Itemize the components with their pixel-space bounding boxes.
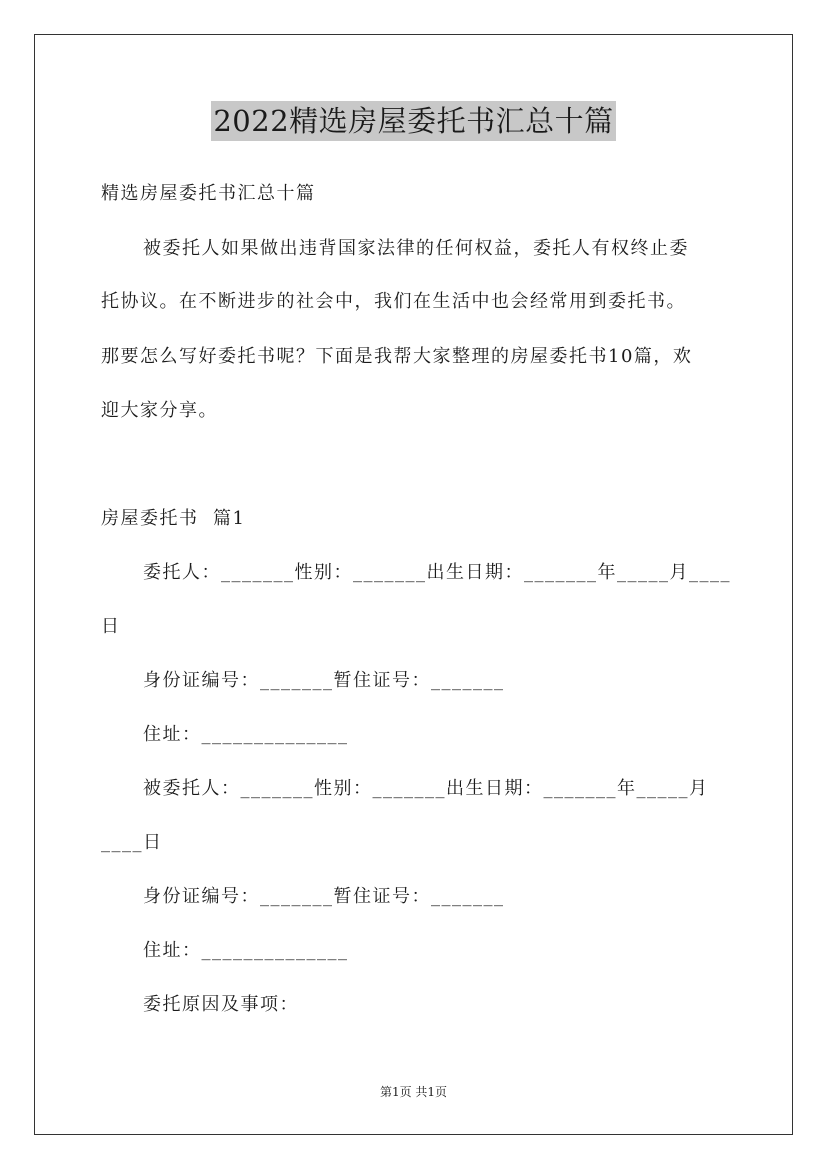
intro-line-4: 迎大家分享。 [101,400,218,421]
title-container [0,101,827,141]
agent-info-line: 被委托人：_______性别：_______出生日期：_______年_____月 [143,778,709,799]
intro-line-1: 被委托人如果做出违背国家法律的任何权益，委托人有权终止委 [143,238,689,259]
principal-info-line-cont: 日 [101,616,121,637]
document-title: 2022精选房屋委托书汇总十篇 [211,101,615,141]
principal-address-line: 住址：______________ [143,724,349,745]
principal-info-line: 委托人：_______性别：_______出生日期：_______年_____月____ [143,562,731,583]
intro-line-2: 托协议。在不断进步的社会中，我们在生活中也会经常用到委托书。 [101,291,686,312]
agent-info-line-cont: ____日 [101,832,163,853]
agent-address-line: 住址：______________ [143,940,349,961]
entrust-reason-line: 委托原因及事项： [143,994,299,1015]
page-footer: 第1页 共1页 [379,1085,448,1099]
section-heading: 房屋委托书 篇1 [101,508,246,529]
agent-id-line: 身份证编号：_______暂住证号：_______ [143,886,505,907]
intro-line-3: 那要怎么写好委托书呢？下面是我帮大家整理的房屋委托书10篇，欢 [101,346,693,367]
document-subtitle: 精选房屋委托书汇总十篇 [101,183,316,204]
principal-id-line: 身份证编号：_______暂住证号：_______ [143,670,505,691]
